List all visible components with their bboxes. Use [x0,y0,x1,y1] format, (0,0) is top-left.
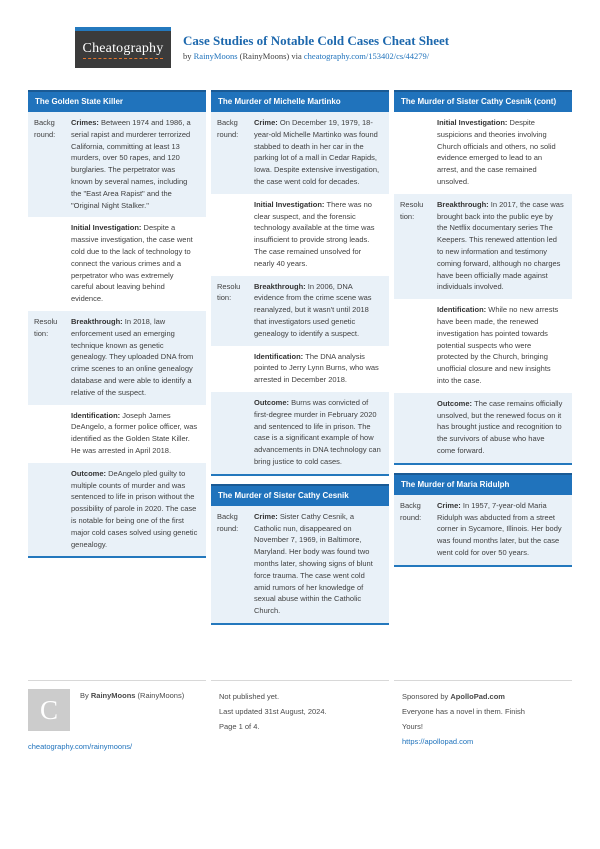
sponsor-tagline-2: Yours! [402,722,423,731]
author-link[interactable]: RainyMoons [193,51,238,61]
footer-author-name: RainyMoons [90,691,136,700]
row-content [71,316,198,399]
row-label: Resolu tion: [400,199,424,221]
row-content [254,117,381,188]
field-name: Breakthrough: [254,281,306,291]
row-label [400,398,437,457]
row-label [217,351,254,386]
row-label [400,304,437,387]
row-content [71,468,198,551]
page-header [75,27,449,68]
row-content [254,281,381,340]
content-columns [0,90,600,625]
table-row [394,299,572,393]
field-name: Outcome: [437,398,473,408]
row-label: Backg round: [400,500,422,522]
field-text: Despite suspicions and theories involving Church officials and others, no solid evidence emerged to lead to an arrest, and the case remained unsolved. [437,118,556,186]
field-text: Burns was convicted of first-degree murder in February 2020 and sentenced to life in prison. The case is a significant example of how advancements in DNA technology can bring justice to cold cases. [254,397,381,466]
table-row [28,405,206,463]
cheatography-logo-text: Cheatography [83,41,164,59]
row-label: Backg round: [34,118,56,139]
field-name: Identification: [437,305,487,315]
row-label: Resolu tion: [217,281,241,303]
byline-by: by [183,51,192,61]
table-row [394,112,572,194]
field-text: While no new arrests have been made, the renewed investigation has pointed towards potential suspects who were protected by the Church, bringing unofficial closure and new insights into the case. [437,305,559,385]
field-text: Joseph James DeAngelo, a former police officer, was identified as the Golden State Killer. He was arrested in April 2018. [71,410,198,455]
footer-meta [211,680,389,734]
card-title: The Murder of Sister Cathy Cesnik [211,484,389,506]
row-content [71,410,198,457]
row-content [71,117,198,211]
field-text: Despite a massive investigation, the case went cold due to the lack of technology to connect the various crimes and a perpetrator who was extremely careful about leaving behind evidence. [71,223,193,304]
sponsor-url-link[interactable]: https://apollopad.com [402,737,474,746]
column-2 [211,90,389,625]
field-text: The DNA analysis pointed to Jerry Lynn Burns, who was arrested in December 2018. [254,351,379,385]
row-label [34,468,71,551]
field-text: On December 19, 1979, 18-year-old Michelle Martinko was found stabbed to death in her car in the parking lot of a mall in Cedar Rapids, Iowa. Despite extensive investigation, the case went cold for decades. [254,118,380,186]
field-text: In 2018, law enforcement used an emerging technique known as genetic genealogy. They uploaded DNA from crime scenes to an online genealogy database and were able to identify a relative of the suspect. [71,316,194,397]
card-title: The Murder of Michelle Martinko [211,90,389,112]
field-name: Breakthrough: [437,199,489,209]
table-row [28,311,206,405]
table-row [211,506,389,623]
row-content [254,397,381,468]
field-text: In 1957, 7-year-old Maria Ridulph was abducted from a street corner in Sycamore, Illinois. Her body was found months later, but the case went cold for over 50 years. [437,500,562,557]
field-name: Crime: [254,118,278,127]
card-golden-state-killer [28,90,206,558]
byline-via: via [291,51,302,61]
page-footer [0,680,600,754]
field-name: Crime: [254,511,278,521]
last-updated: Last updated 31st August, 2024. [219,707,327,716]
footer-author [28,680,206,754]
field-text: There was no clear suspect, and the forensic technology available at the time was insufficient to provide strong leads. The case remained unsolved for nearly 40 years. [254,199,375,268]
field-name: Outcome: [254,397,290,407]
title-block [183,27,449,61]
author-avatar[interactable]: C [28,689,70,731]
field-name: Breakthrough: [71,316,123,326]
table-row [211,194,389,276]
field-text: Sister Cathy Cesnik, a Catholic nun, disappeared on November 7, 1969, in Baltimore, Maryland. Her body was found two months later, showing signs of blunt force trauma. The case went cold amid rumors of her knowledge of sexual abuse within the Catholic Church. [254,511,373,616]
field-text: In 2017, the case was brought back into the public eye by the Netflix documentary series The Keepers. This renewed attention led to new information and testimony coming forward, although no charges have been officially made against individuals involved. [437,199,564,292]
sheet-url-link[interactable]: cheatography.com/153402/cs/44279/ [303,51,430,61]
table-row [211,112,389,194]
page-number: Page 1 of 4. [219,722,260,731]
row-label: Backg round: [217,118,239,139]
row-content [254,199,381,270]
footer-byline [80,689,184,701]
card-cathy-cesnik-cont [394,90,572,465]
row-label [34,222,71,305]
field-name: Identification: [71,410,121,420]
table-row [211,392,389,474]
column-3 [394,90,572,567]
row-label [217,397,254,468]
card-title: The Murder of Maria Ridulph [394,473,572,495]
footer-author-paren: (RainyMoons) [137,691,185,700]
table-row [394,495,572,565]
field-name: Initial Investigation: [71,223,142,233]
table-row [28,217,206,311]
table-row [394,194,572,299]
card-michelle-martinko [211,90,389,476]
field-text: Between 1974 and 1986, a serial rapist and murderer terrorized California, committing at least 13 murders, over 50 rapes, and 120 burglaries. The perpetrator was known by several names, including the "East Area Rapist" and the "Original Night Stalker." [71,118,191,210]
sponsor-tagline-1: Everyone has a novel in them. Finish [402,707,525,716]
footer-author-top [28,689,206,731]
footer-by-prefix: By [80,691,89,700]
byline [183,51,449,61]
table-row [211,346,389,392]
author-profile-link[interactable]: cheatography.com/rainymoons/ [28,742,133,751]
row-label [400,117,437,188]
row-content [254,351,381,386]
row-label: Backg round: [217,511,239,533]
row-content [437,500,564,559]
footer-sponsor [394,680,572,749]
table-row [28,112,206,217]
card-title: The Murder of Sister Cathy Cesnik (cont) [394,90,572,112]
sponsor-name: ApolloPad.com [450,692,505,701]
row-content [71,222,198,305]
field-name: Outcome: [71,468,107,478]
table-row [28,463,206,557]
row-content [437,304,564,387]
field-name: Initial Investigation: [437,118,508,127]
field-text: DeAngelo pled guilty to multiple counts of murder and was sentenced to life in prison without the possibility of parole in 2020. The case is notable for being one of the first major cold cases solved using genetic genealogy. [71,468,198,549]
page-title: Case Studies of Notable Cold Cases Cheat Sheet [183,33,450,48]
table-row [211,276,389,346]
publish-status: Not published yet. [219,692,280,701]
field-text: The case remains officially unsolved, but the renewed focus on it has brought justice and recognition to the survivors of abuse who have come forward. [437,398,563,455]
card-cathy-cesnik [211,484,389,625]
row-content [254,511,381,617]
row-label [34,410,71,457]
table-row [394,393,572,463]
cheatography-logo[interactable] [75,27,171,68]
row-content [437,398,564,457]
field-name: Initial Investigation: [254,199,325,209]
card-maria-ridulph [394,473,572,567]
field-name: Crime: [437,500,461,510]
column-1 [28,90,206,558]
field-name: Crimes: [71,118,99,127]
row-content [437,117,564,188]
row-label [217,199,254,270]
byline-author-paren: (RainyMoons) [239,51,290,61]
sponsor-line [402,689,572,704]
card-title: The Golden State Killer [28,90,206,112]
field-name: Identification: [254,351,304,361]
sponsored-by-prefix: Sponsored by [402,692,449,701]
row-label: Resolu tion: [34,316,58,338]
field-text: In 2006, DNA evidence from the crime scene was reanalyzed, but it wasn't until 2018 that investigators used genetic genealogy to identify a suspect. [254,281,372,338]
row-content [437,199,564,293]
